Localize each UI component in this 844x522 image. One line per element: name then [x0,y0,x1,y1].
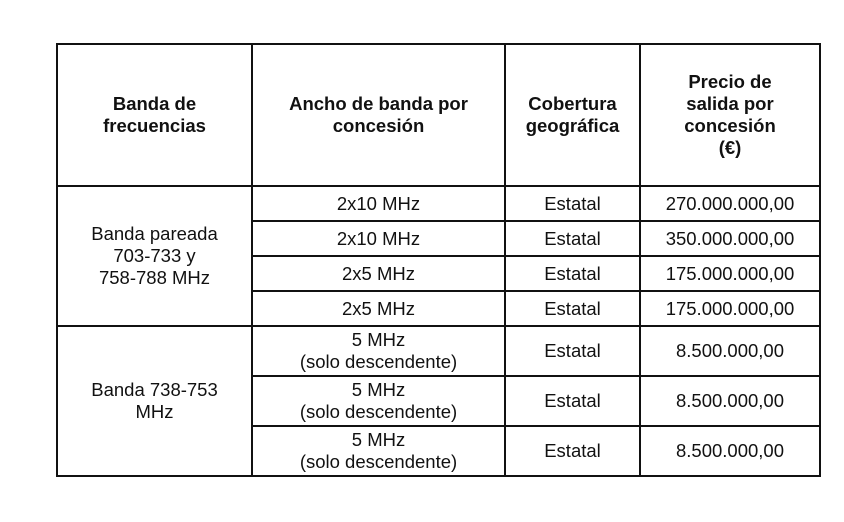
price-cell: 175.000.000,00 [640,256,820,291]
table-row [57,326,820,376]
coverage-cell: Estatal [505,426,640,476]
price-cell: 8.500.000,00 [640,376,820,426]
table-row [57,186,820,221]
price-cell: 175.000.000,00 [640,291,820,326]
header-bandwidth-per-concession: Ancho de banda por concesión [252,44,505,186]
price-cell: 350.000.000,00 [640,221,820,256]
bandwidth-cell: 2x10 MHz [252,221,505,256]
coverage-cell: Estatal [505,326,640,376]
bandwidth-cell: 5 MHz (solo descendente) [252,426,505,476]
bandwidth-cell: 2x5 MHz [252,291,505,326]
table-header-row [57,44,820,186]
bandwidth-cell: 2x5 MHz [252,256,505,291]
bandwidth-cell: 2x10 MHz [252,186,505,221]
header-starting-price: Precio de salida por concesión (€) [640,44,820,186]
coverage-cell: Estatal [505,186,640,221]
bandwidth-cell: 5 MHz (solo descendente) [252,376,505,426]
header-frequency-band: Banda de frecuencias [57,44,252,186]
coverage-cell: Estatal [505,221,640,256]
price-cell: 8.500.000,00 [640,326,820,376]
bandwidth-cell: 5 MHz (solo descendente) [252,326,505,376]
coverage-cell: Estatal [505,291,640,326]
header-geographic-coverage: Cobertura geográfica [505,44,640,186]
band-cell-paired: Banda pareada 703-733 y 758-788 MHz [57,186,252,326]
spectrum-auction-table [56,43,821,477]
price-cell: 270.000.000,00 [640,186,820,221]
coverage-cell: Estatal [505,376,640,426]
coverage-cell: Estatal [505,256,640,291]
band-cell-downlink: Banda 738-753 MHz [57,326,252,476]
price-cell: 8.500.000,00 [640,426,820,476]
